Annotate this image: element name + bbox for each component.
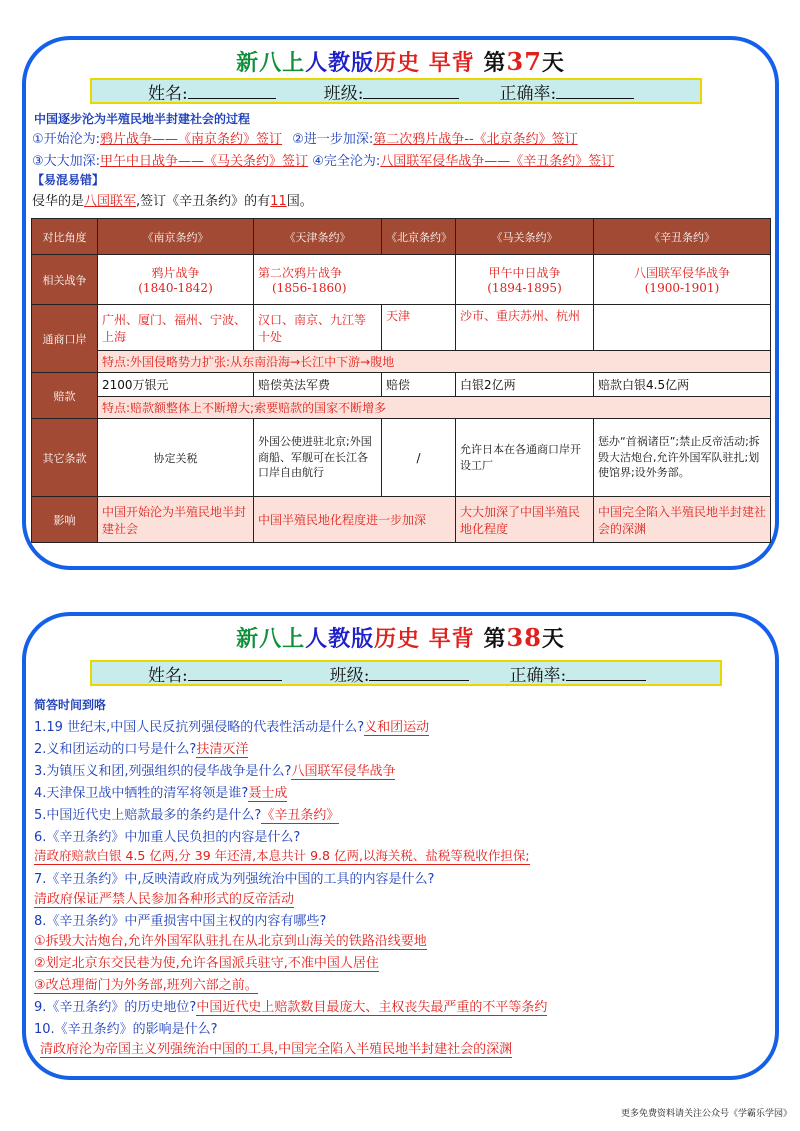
war-cell: 鸦片战争 (1840-1842) bbox=[98, 255, 254, 305]
qa-heading: 简答时间到咯 bbox=[34, 698, 107, 712]
header-nanjing: 《南京条约》 bbox=[98, 219, 254, 255]
rate-field[interactable] bbox=[566, 665, 646, 681]
header-xinchou: 《辛丑条约》 bbox=[594, 219, 771, 255]
qa-item: 1.19 世纪末,中国人民反抗列强侵略的代表性活动是什么?义和团运动 bbox=[34, 720, 430, 735]
answer-8-item: ③改总理衙门为外务部,班列六部之前。 bbox=[34, 974, 258, 994]
port-cell: 汉口、南京、九江等十处 bbox=[254, 305, 382, 351]
name-bar: 姓名: 班级: 正确率: bbox=[90, 78, 702, 104]
other-cell: / bbox=[382, 419, 456, 497]
answer-8-item: ①拆毁大沽炮台,允许外国军队驻扎在从北京到山海关的铁路沿线要地 bbox=[34, 930, 427, 950]
footer-note: 更多免费资料请关注公众号《学霸乐学园》 bbox=[620, 1109, 792, 1119]
port-cell: 沙市、重庆苏州、杭州 bbox=[456, 305, 594, 351]
impact-cell: 中国完全陷入半殖民地半封建社会的深渊 bbox=[594, 497, 771, 543]
header-beijing: 《北京条约》 bbox=[382, 219, 456, 255]
qa-item: 3.为镇压义和团,列强组织的侵华战争是什么?八国联军侵华战争 bbox=[34, 764, 396, 779]
stage-row-2: ③大大加深:甲午中日战争——《马关条约》签订 ④完全沦为:八国联军侵华战争——《辛丑条约》签订 bbox=[32, 154, 615, 169]
header-maguan: 《马关条约》 bbox=[456, 219, 594, 255]
war-cell: 甲午中日战争 (1894-1895) bbox=[456, 255, 594, 305]
indemnity-cell: 赔偿 bbox=[382, 373, 456, 397]
name-bar: 姓名: 班级: 正确率: bbox=[90, 660, 722, 686]
question-7: 7.《辛丑条约》中,反映清政府成为列强统治中国的工具的内容是什么? bbox=[34, 872, 435, 887]
answer-6: 清政府赔款白银 4.5 亿两,分 39 年还清,本息共计 9.8 亿两,以海关税、盐税等税收作担保; bbox=[34, 848, 530, 863]
row-label-impact: 影响 bbox=[32, 497, 98, 543]
qa-item: 5.中国近代史上赔款最多的条约是什么?《辛丑条约》 bbox=[34, 808, 340, 823]
question-8: 8.《辛丑条约》中严重损害中国主权的内容有哪些? bbox=[34, 914, 327, 929]
war-cell: 第二次鸦片战争 (1856-1860) bbox=[254, 255, 456, 305]
indemnity-cell: 赔款白银4.5亿两 bbox=[594, 373, 771, 397]
name-field[interactable] bbox=[188, 665, 282, 681]
confusion-line: 侵华的是八国联军,签订《辛丑条约》的有11国。 bbox=[32, 194, 313, 209]
port-note: 特点:外国侵略势力扩张:从东南沿海→长江中下游→腹地 bbox=[98, 351, 771, 373]
day37-card bbox=[22, 36, 779, 570]
row-label-other: 其它条款 bbox=[32, 419, 98, 497]
row-label-war: 相关战争 bbox=[32, 255, 98, 305]
qa-item: 4.天津保卫战中牺牲的清军将领是谁?聂士成 bbox=[34, 786, 288, 801]
other-cell: 协定关税 bbox=[98, 419, 254, 497]
question-10: 10.《辛丑条约》的影响是什么? bbox=[34, 1022, 218, 1037]
port-cell: 天津 bbox=[382, 305, 456, 351]
process-heading: 中国逐步沦为半殖民地半封建社会的过程 bbox=[34, 112, 251, 126]
war-cell: 八国联军侵华战争 (1900-1901) bbox=[594, 255, 771, 305]
treaty-comparison-table bbox=[31, 218, 771, 543]
port-cell: 广州、厦门、福州、宁波、上海 bbox=[98, 305, 254, 351]
table-corner: 对比角度 bbox=[32, 219, 98, 255]
other-cell: 允许日本在各通商口岸开设工厂 bbox=[456, 419, 594, 497]
day38-title: 新八上人教版历史 早背 第38天 bbox=[236, 623, 565, 652]
qa-item: 2.义和团运动的口号是什么?扶清灭洋 bbox=[34, 742, 249, 757]
answer-7: 清政府保证严禁人民参加各种形式的反帝活动 bbox=[34, 888, 294, 908]
row-label-ports: 通商口岸 bbox=[32, 305, 98, 373]
day37-title: 新八上人教版历史 早背 第37天 bbox=[236, 47, 565, 76]
answer-8-item: ②划定北京东交民巷为使,允许各国派兵驻守,不准中国人居住 bbox=[34, 952, 379, 972]
class-field[interactable] bbox=[369, 665, 469, 681]
indemnity-cell: 赔偿英法军费 bbox=[254, 373, 382, 397]
impact-cell: 中国半殖民地化程度进一步加深 bbox=[254, 497, 456, 543]
impact-cell: 大大加深了中国半殖民地化程度 bbox=[456, 497, 594, 543]
indemnity-cell: 白银2亿两 bbox=[456, 373, 594, 397]
day38-card bbox=[22, 612, 779, 1080]
question-6: 6.《辛丑条约》中加重人民负担的内容是什么? bbox=[34, 830, 301, 845]
confusion-label: 【易混易错】 bbox=[32, 173, 105, 187]
indemnity-note: 特点:赔款额整体上不断增大;索要赔款的国家不断增多 bbox=[98, 397, 771, 419]
stage-row-1: ①开始沦为:鸦片战争——《南京条约》签订 ②进一步加深:第二次鸦片战争--《北京条约》签订 bbox=[32, 132, 578, 147]
row-label-indemnity: 赔款 bbox=[32, 373, 98, 419]
impact-cell: 中国开始沦为半殖民地半封建社会 bbox=[98, 497, 254, 543]
class-field[interactable] bbox=[363, 83, 459, 99]
other-cell: 外国公使进驻北京;外国商船、军舰可在长江各口岸自由航行 bbox=[254, 419, 382, 497]
header-tianjin: 《天津条约》 bbox=[254, 219, 382, 255]
qa-item-9: 9.《辛丑条约》的历史地位?中国近代史上赔款数目最庞大、主权丧失最严重的不平等条约 bbox=[34, 1000, 548, 1015]
name-field[interactable] bbox=[188, 83, 276, 99]
other-cell: 惩办“首祸诸臣”;禁止反帝活动;拆毁大沽炮台,允许外国军队驻扎;划使馆界;设外务部。 bbox=[594, 419, 771, 497]
port-cell bbox=[594, 305, 771, 351]
answer-10: 清政府沦为帝国主义列强统治中国的工具,中国完全陷入半殖民地半封建社会的深渊 bbox=[40, 1038, 512, 1058]
indemnity-cell: 2100万银元 bbox=[98, 373, 254, 397]
rate-field[interactable] bbox=[556, 83, 634, 99]
